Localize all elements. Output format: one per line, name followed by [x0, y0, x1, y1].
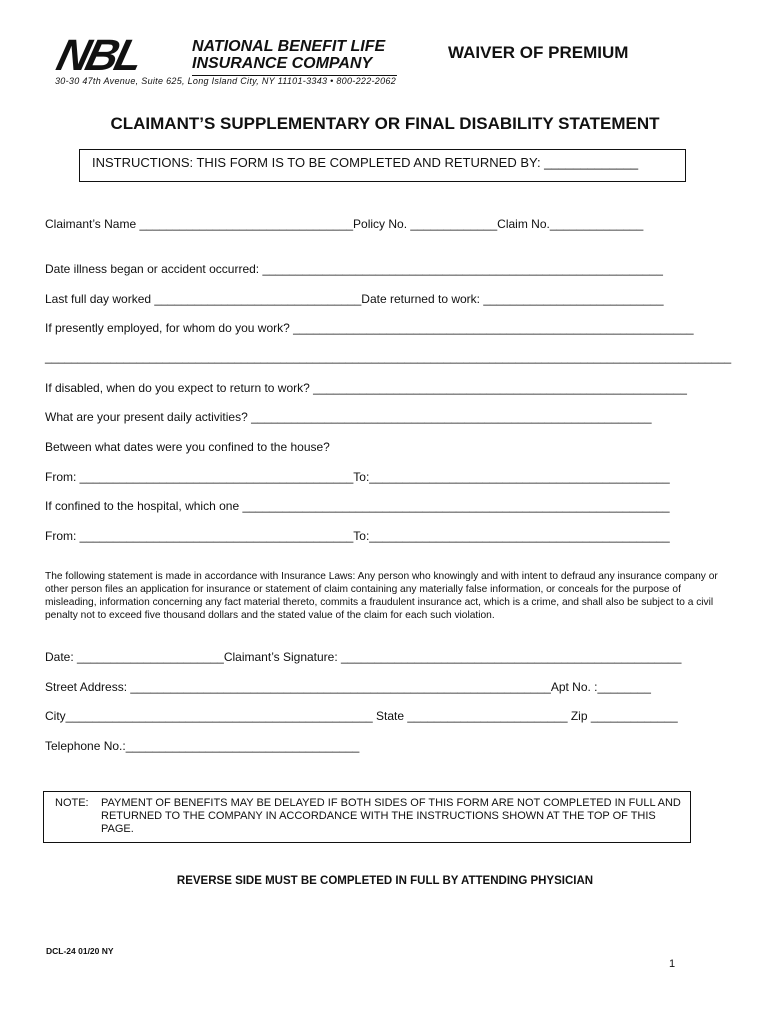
note-label: NOTE:: [55, 797, 89, 809]
date-illness-field[interactable]: Date illness began or accident occurred: ____________________________________________________________: [45, 262, 663, 276]
instructions-text[interactable]: INSTRUCTIONS: THIS FORM IS TO BE COMPLETED AND RETURNED BY: _____________: [92, 155, 639, 170]
confined-house-label: Between what dates were you confined to the house?: [45, 440, 330, 454]
company-address: 30-30 47th Avenue, Suite 625, Long Island City, NY 11101-3343 • 800-222-2062: [55, 76, 397, 86]
last-full-day-field[interactable]: Last full day worked _______________________________Date returned to work: ___________________________: [45, 292, 664, 306]
reverse-side-notice: REVERSE SIDE MUST BE COMPLETED IN FULL BY ATTENDING PHYSICIAN: [176, 875, 594, 887]
city-state-zip-field[interactable]: City______________________________________________ State ________________________ Zip _____________: [45, 709, 678, 723]
company-name-line1: NATIONAL BENEFIT LIFE: [192, 38, 386, 55]
page-number: 1: [669, 958, 676, 970]
confined-house-dates-field[interactable]: From: _________________________________________To:_____________________________________________: [45, 470, 670, 484]
page-title: CLAIMANT’S SUPPLEMENTARY OR FINAL DISABILITY STATEMENT: [110, 114, 660, 133]
employer-field-continued[interactable]: _________________________________________________________________________________________________________: [45, 351, 732, 364]
hospital-name-field[interactable]: If confined to the hospital, which one ________________________________________________________________: [45, 499, 670, 513]
telephone-field[interactable]: Telephone No.:___________________________________: [45, 739, 360, 753]
return-to-work-field[interactable]: If disabled, when do you expect to return to work? ________________________________________________________: [45, 381, 687, 395]
note-text: PAYMENT OF BENEFITS MAY BE DELAYED IF BOTH SIDES OF THIS FORM ARE NOT COMPLETED IN FULL AND RETURNED TO THE COMPANY IN ACCORDANCE WITH THE INSTRUCTIONS SHOWN AT THE TOP OF THIS PAGE.: [101, 797, 681, 835]
company-name-line2: INSURANCE COMPANY: [192, 55, 373, 72]
street-address-field[interactable]: Street Address: _______________________________________________________________Apt No. :________: [45, 680, 651, 694]
form-type-heading: WAIVER OF PREMIUM: [448, 43, 629, 62]
company-logo: NBL: [52, 31, 146, 80]
daily-activities-field[interactable]: What are your present daily activities? ____________________________________________________________: [45, 410, 652, 424]
employer-field[interactable]: If presently employed, for whom do you work? ____________________________________________________________: [45, 321, 694, 335]
date-signature-field[interactable]: Date: ______________________Claimant’s Signature: ___________________________________________________: [45, 650, 682, 664]
form-code: DCL-24 01/20 NY: [46, 946, 114, 956]
hospital-dates-field[interactable]: From: _________________________________________To:_____________________________________________: [45, 529, 670, 543]
fraud-statement: The following statement is made in accordance with Insurance Laws: Any person who knowingly and with intent to defraud any insurance company or other person files an application for insurance or statement of claim containing any materially false information, or conceals for the purpose of misleading, information concerning any fact material thereto, commits a fraudulent insurance act, which is a crime, and shall also be subject to a civil penalty not to exceed five thousand dollars and the stated value of the claim for each such violation.: [45, 571, 718, 621]
claimant-name-field[interactable]: Claimant’s Name ________________________________Policy No. _____________Claim No.______________: [45, 217, 644, 231]
